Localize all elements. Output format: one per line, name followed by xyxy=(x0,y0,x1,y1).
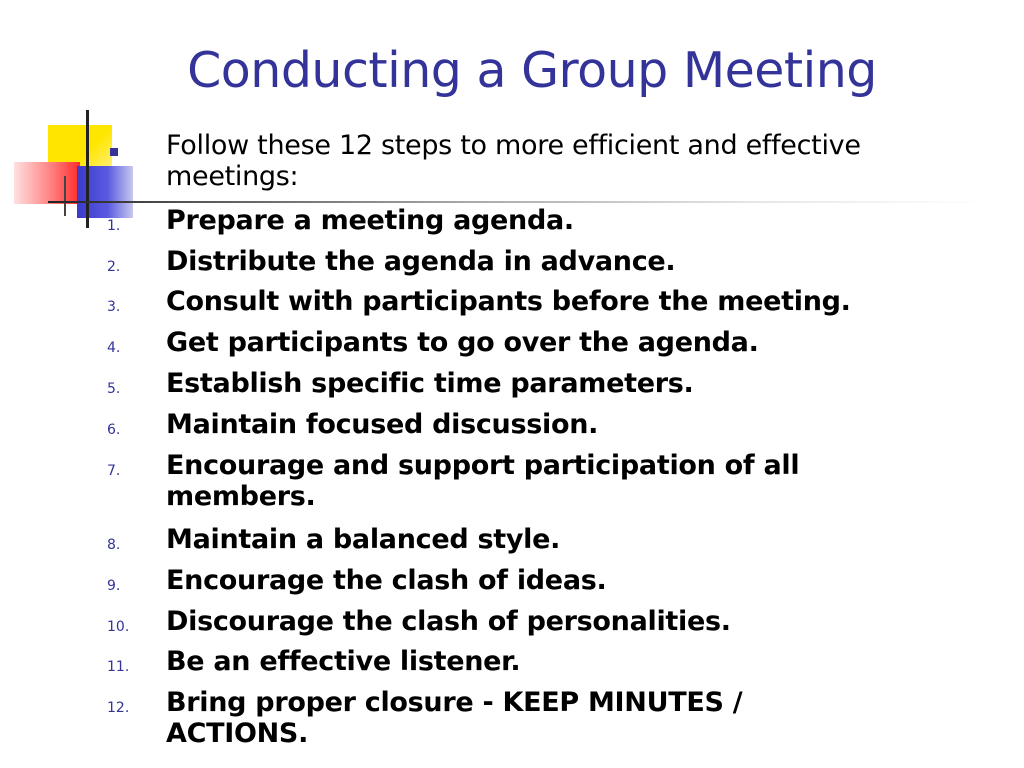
step-text: Bring proper closure - KEEP MINUTES / ACTIONS. xyxy=(166,687,743,749)
step-text: Encourage and support participation of all members. xyxy=(166,450,800,512)
step-number: 10. xyxy=(107,619,130,635)
step-number: 2. xyxy=(107,259,121,275)
step-number: 6. xyxy=(107,422,121,438)
step-number: 3. xyxy=(107,299,121,315)
step-text: Distribute the agenda in advance. xyxy=(166,246,676,277)
step-text: Maintain focused discussion. xyxy=(166,409,599,440)
step-text: Encourage the clash of ideas. xyxy=(166,565,607,596)
step-number: 11. xyxy=(107,659,130,675)
step-text: Prepare a meeting agenda. xyxy=(166,205,574,236)
intro-text: Follow these 12 steps to more efficient and effective meetings: xyxy=(166,130,861,192)
step-text: Consult with participants before the meeting. xyxy=(166,286,851,317)
step-number: 9. xyxy=(107,578,121,594)
step-text: Establish specific time parameters. xyxy=(166,368,694,399)
step-number: 4. xyxy=(107,340,121,356)
step-number: 12. xyxy=(107,700,130,716)
step-number: 1. xyxy=(107,218,121,234)
step-text: Maintain a balanced style. xyxy=(166,524,561,555)
square-bullet-icon xyxy=(110,148,118,156)
step-text: Be an effective listener. xyxy=(166,646,521,677)
step-number: 5. xyxy=(107,381,121,397)
step-number: 7. xyxy=(107,463,121,479)
slide-title: Conducting a Group Meeting xyxy=(187,42,877,99)
step-text: Get participants to go over the agenda. xyxy=(166,327,759,358)
step-number: 8. xyxy=(107,537,121,553)
step-text: Discourage the clash of personalities. xyxy=(166,606,731,637)
